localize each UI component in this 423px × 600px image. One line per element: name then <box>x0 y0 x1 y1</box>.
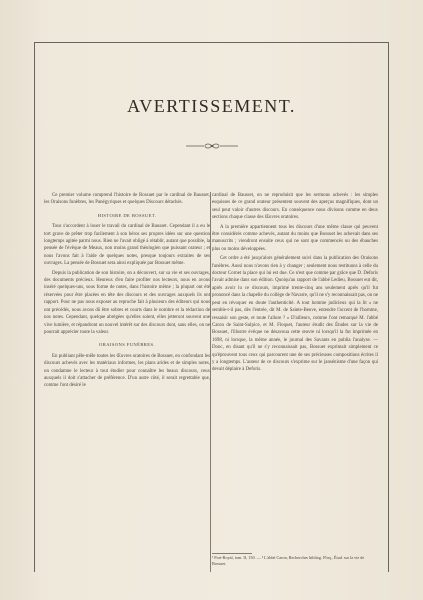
frame-left-rule <box>34 42 35 572</box>
paragraph: A la première appartiennent tous les discours d'une même classe qui peuvent être considérés comme achevés, autant du moins que Bossuet les achevait dans ses manuscrits ; viendront ensuite ceux qui ne sont que commencés ou des ébauches plus ou moins développées. <box>212 224 378 252</box>
frame-top-rule <box>34 42 389 43</box>
paragraph: cardinal de Bausset, on ne reproduisit que les sermons achevés : les simples esquisses de ce grand orateur présentent souvent des aperçus magnifiques, dont un seul peut valoir d'autres discours. En conséquence nous divisons comme en deux sections chaque classe des Œuvres oratoires. <box>212 193 378 221</box>
footnote-rule <box>212 553 252 554</box>
footnote: ¹ Port-Royal, tom. II, 150. — ² L'abbé Caron, Recherches bibliog. Floq., Étud. sur la vie de Bossuet. <box>212 555 365 566</box>
section-heading: ORAISONS FUNÈBRES. <box>99 342 155 348</box>
frame-right-rule <box>388 42 389 572</box>
paragraph: En publiant pêle-mêle toutes les Œuvres oratoires de Bossuet, en confondant les discours achevés avec les matériaux informes, les plans arides et de simples notes, on condamne le lecteur à tout étudier pour connaître les beaux discours, ceux auxquels il doit s'attacher de préférence. D'un autre côté, il serait regrettable que, comme l'ont désiré le <box>44 353 210 389</box>
paragraph: Depuis la publication de son histoire, on a découvert, sur sa vie et ses ouvrages, des documents précieux. Heureux d'en faire profiter nos lecteurs, nous en avons inséré quelques-uns, sous forme de notes, dans l'histoire même ; la plupart ont été réservées pour être placées en tête des discours et des ouvrages auxquels ils ont rapport. Pour ne pas nous exposer au reproche fait à plusieurs des éditeurs qui nous ont précédés, nous avons dû être sobres et courts dans le nombre et la rédaction de nos notes. Cependant, quelque abrégées qu'elles soient, elles jetteront souvent une vive lumière, et répandront un nouvel intérêt sur des discours dont, sans elles, on ne pourrait apprécier toute la valeur. <box>44 270 210 335</box>
paragraph: Tous s'accordent à louer le travail du cardinal de Bausset. Cependant il a eu le tort grave de prêter trop facilement à son héros ses propres idées sur une question longtemps agitée parmi nous. Rien ne l'avait obligé à rétablir, autant que possible, la pensée de l'évêque de Meaux, non moins grand théologien que puissant orateur ; et nous l'avons fait à l'aide de quelques notes, presque toujours extraites de ses ouvrages. La pensée de Bossuet sera ainsi expliquée par Bossuet même. <box>44 224 210 267</box>
right-text-column <box>212 192 378 376</box>
ornament-divider-icon <box>186 142 238 150</box>
paragraph: Ce premier volume comprend l'histoire de Bossuet par le cardinal de Bausset, les Oraisons funèbres, les Panégyriques et quelques Discours détachés. <box>44 193 210 206</box>
column-divider <box>210 192 211 572</box>
section-heading: HISTOIRE DE BOSSUET. <box>97 212 157 218</box>
page-title: AVERTISSEMENT. <box>127 96 296 116</box>
left-text-column <box>44 192 210 392</box>
paragraph: Cet ordre a été jusqu'alors généralement suivi dans la publication des Oraisons funèbres. Aussi nous n'avons rien à y changer ; seulement nous restituons à celle du docteur Cornet la place qui lui est due. Ce n'est que comme par grâce que D. Deforis l'avait admise dans son édition. Quoiqu'au rapport de l'abbé Ledieu, Bossuet eut dit, après avoir lu ce discours, imprimé trente-cinq ans seulement après qu'il fut prononcé dans la chapelle du collège de Navarre, qu'il ne s'y reconnaissait pas, on ne peut en révoquer en doute l'authenticité. A tout homme judicieux qui la lit « ne semble-t-il pas, dès l'entrée, dit M. de Sainte-Beuve, entendre l'accent de l'homme, ressaisir son geste, et toute l'allure ? » D'ailleurs, comme l'ont remarqué M. l'abbé Caron de Saint-Sulpice, et M. Floquet, l'auteur érudit des Études sur la vie de Bossuet, l'illustre évêque ne désavoua cette œuvre ni lorsqu'il la fut imprimée en 1698, ni lorsque, la même année, le journal des Savants en publia l'analyse. — Donc, en disant qu'il ne s'y reconnaissait pas, Bossuet exprimait simplement ce qu'éprouvent tous ceux qui parcourent une de ses précieuses compositions écrites il y a longtemps. L'auteur de ce discours s'exprime sur le jansénisme d'une façon qui devait déplaire à Deforis. <box>212 256 378 373</box>
